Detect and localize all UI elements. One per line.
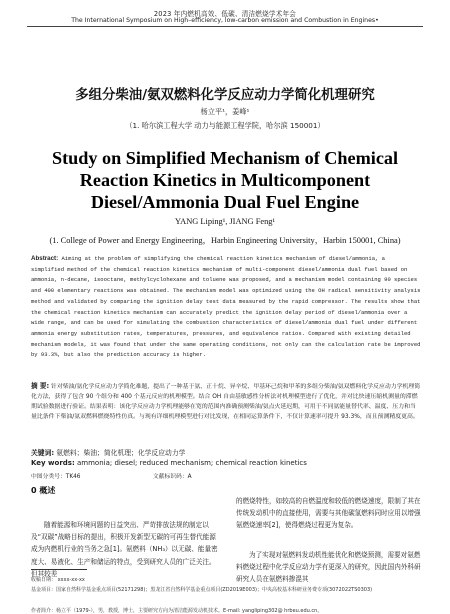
authors-cn: 杨立平¹，姜峰¹: [200, 107, 250, 116]
abstract-en-label: Abstract:: [31, 255, 59, 262]
keywords-cn-label: 关键词:: [31, 449, 55, 457]
body-left-column: 随着能源和环境问题的日益突出、严苛排放法规的制定以及“双碳”战略目标的提出，积极开发新型无碳的可再生替代能源成为内燃机行业的当务之急[1]。氨燃料（NH₃）以无碳、能量密度大、易液化、生产和储运的特点，受到研究人员的广泛关注。但其较差: [31, 521, 218, 578]
body-right-column-para1: 的燃烧特性，如较高的自燃温度和较低的燃烧速度，限制了其在传统发动机中的直接使用，需要与其他碳氢燃料同时应用以增强氨燃烧速率[2]，使得燃烧过程更为复杂。: [236, 497, 421, 530]
footnote-author: 作者简介：杨立平（1979-），男，教授，博士，主要研究方向为清洁能源发动机技术。E-mail: yangliping302@ hrbeu.edu.cn。: [31, 608, 323, 614]
footnote-rule: [31, 569, 87, 570]
keywords-cn-text: 氨燃料；柴油；简化机理；化学反应动力学: [56, 449, 186, 457]
keywords-en-label: Key words:: [31, 459, 75, 467]
footnote-funding: 基金项目：国家自然科学基金重点项目(52171298)；黑龙江省自然科学基金重点项目(ZD2019E003)；中央高校基本科研业务费专项(3072022TS0303): [31, 587, 373, 593]
running-header-en: The International Symposium on High–efficiency, low-carbon emission and Combustion in Engines•: [71, 17, 379, 24]
paper-title-cn: 多组分柴油/氨双燃料化学反应动力学简化机理研究: [75, 88, 375, 103]
running-header-cn: 2023 年内燃机高效、低碳、清洁燃烧学术年会: [153, 10, 297, 18]
document-code: 文献标识码：A: [152, 474, 192, 480]
affiliation-en: (1. College of Power and Energy Engineering，Harbin Engineering University，Harbin 150001, China): [49, 236, 401, 245]
abstract-cn-label: 摘 要:: [31, 382, 50, 390]
affiliation-cn: （1. 哈尔滨工程大学 动力与能源工程学院，哈尔滨 150001）: [125, 121, 325, 130]
keywords-en: [31, 459, 421, 467]
header-rule: [27, 26, 423, 27]
body-right-column-para2: 为了实现对氨燃料发动机性能优化和燃烧预测，需要对氨燃料燃烧过程中化学反应动力学有更深入的研究，因此国内外科研研究人员在氨燃料掺混其: [236, 551, 421, 584]
footnote-received: 收稿日期： xxxx-xx-xx: [31, 577, 85, 583]
authors-en: YANG Liping¹, JIANG Feng¹: [175, 217, 275, 226]
keywords-cn: [31, 447, 421, 457]
abstract-cn-text: 针对柴油/氨化学反应动力学简化难题，提出了一种基于氨、正十烷、异辛烷、甲基环己烷和甲苯的多组分柴油/氨双燃料化学反应动力学机理简化方法，获得了包含 90 个组分和 400 个基元反应的机理模型。结合 OH 自由基敏感性分析法对机理模型进行了优化，并对比快速压缩机测量的滞燃期试验数据进行验证。结果表明：该化学反应动力学机理能够在宽的范围内准确预测柴油/氨点火延迟期，可用于不同氨能量替代率、温度、压力和当量比条件下柴油/氨双燃料燃烧特性仿真。与现有详细机理模型进行对比发现，在相同运算条件下，不仅计算速率可提升 93.3%，而且预测精度更高。: [31, 384, 421, 420]
abstract-en: [31, 254, 421, 361]
keywords-en-text: ammonia; diesel; reduced mechanism; chemical reaction kinetics: [77, 459, 307, 467]
clc-number: 中图分类号：TK46: [31, 474, 81, 480]
paper-title-en: Study on Simplified Mechanism of Chemical Reaction Kinetics in Multicomponent Diesel/Ammonia Dual Fuel Engine: [51, 148, 399, 212]
abstract-en-text: Aiming at the problem of simplifying the chemical reaction kinetics mechanism of diesel/ammonia, a simplified method of the chemical reaction kinetics mechanism of multi-component diesel/ammonia dual fuel based on ammonia, n-decane, isooctane, methylcyclohexane and toluene was proposed, and a mechanism model containing 90 species and 400 elementary reactions was obtained. The mechanism model was optimized using the OH radical sensitivity analysis method and validated by comparing the ignition delay test data measured by the rapid compressor. The results show that the chemical reaction kinetics mechanism can accurately predict the ignition delay period of diesel/ammonia over a wide range, and can be used for simulating the combustion characteristics of diesel/ammonia dual fuel under different ammonia energy substitution rates, temperatures, pressures, and equivalence ratios. Compared with existing detailed mechanism models, it was found that under the same operating conditions, not only can the calculation rate be improved by 93.3%, but also the prediction accuracy is higher.: [31, 255, 421, 359]
section-heading: 0 概述: [31, 486, 56, 495]
classification-line: [31, 471, 421, 480]
abstract-cn: [31, 382, 421, 423]
